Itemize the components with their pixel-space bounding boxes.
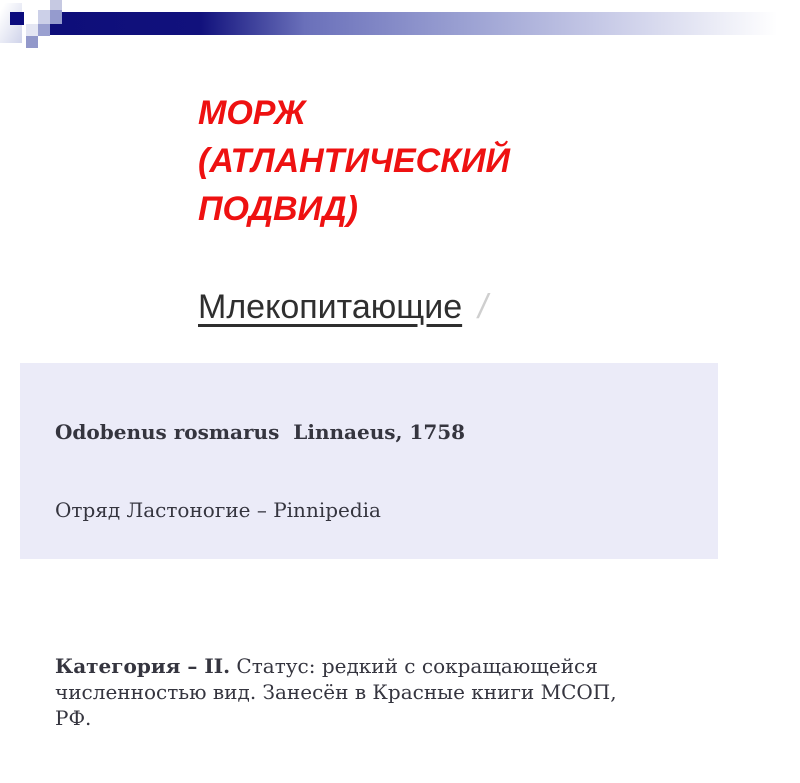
category-label: Категория – II. bbox=[55, 654, 231, 678]
blank-line bbox=[55, 575, 700, 601]
deco-purple-square-icon bbox=[26, 36, 38, 48]
subtitle-separator: / bbox=[478, 288, 488, 326]
species-latin-name: Odobenus rosmarus Linnaeus, 1758 bbox=[55, 420, 466, 444]
status-text: Статус: редкий с сокращающейся численностью вид. Занесён в Красные книги МСОП, РФ. bbox=[55, 654, 617, 730]
order-line: Отряд Ластоногие – Pinnipedia bbox=[55, 498, 381, 522]
species-info-box bbox=[20, 363, 718, 730]
title-line-2: (АТЛАНТИЧЕСКИЙ bbox=[198, 142, 511, 180]
deco-lavender-square-icon bbox=[50, 0, 62, 10]
slide-title bbox=[198, 89, 510, 233]
deco-medium-square-icon bbox=[50, 10, 62, 24]
title-line-3: ПОДВИД) bbox=[198, 190, 358, 228]
deco-pale-square-icon bbox=[26, 24, 38, 36]
title-line-1: МОРЖ bbox=[198, 94, 306, 132]
category-status-line bbox=[55, 653, 700, 731]
deco-navy-square-icon bbox=[10, 12, 24, 25]
deco-slate-square-icon bbox=[38, 24, 50, 36]
subtitle-row bbox=[198, 283, 488, 331]
deco-light-square-icon bbox=[38, 10, 50, 24]
header-gradient-bar bbox=[50, 12, 800, 35]
subtitle-mammals-link[interactable]: Млекопитающие bbox=[198, 288, 463, 326]
